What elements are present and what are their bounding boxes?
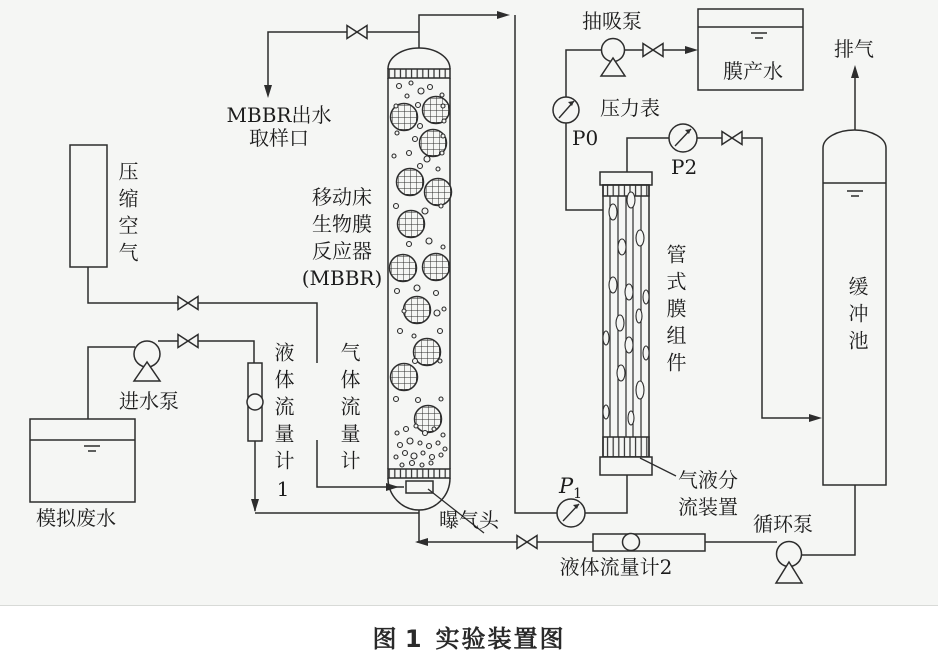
compressed-air-cylinder: [70, 145, 107, 267]
suction-pump-label: 抽吸泵: [582, 9, 642, 33]
gauge-p0-icon: [553, 97, 579, 123]
membrane-feed-downpipe: [515, 15, 557, 513]
compressed-air-label: 压缩空气: [115, 161, 139, 269]
gauge-p0-label: P0: [572, 126, 599, 150]
gauge-p1-label: $P_1$: [559, 474, 583, 502]
figure-title: 实验装置图: [435, 625, 566, 653]
feed-pump-label: 进水泵: [119, 389, 179, 413]
reactor-top-pipe: [419, 15, 506, 48]
valve-product-icon: [643, 44, 663, 57]
mbbr-sampling-label: MBBR出水 取样口: [226, 103, 332, 150]
mbbr-carriers: [390, 97, 452, 433]
sampling-branch-pipe: [268, 32, 419, 88]
liquid-flow-meter-2-icon: [593, 534, 705, 552]
circulation-pump-icon: [776, 542, 802, 584]
valve-air-icon: [178, 297, 198, 310]
gauge-p2-label: P2: [671, 155, 698, 179]
retentate-pipe: [627, 138, 819, 418]
valve-sampling-icon: [347, 26, 367, 39]
buffer-tank-label: 缓冲池: [845, 276, 869, 357]
valve-feed-icon: [178, 335, 198, 348]
arrow-feed-down: [251, 499, 259, 512]
figure-number: 图 1: [372, 625, 422, 653]
arrow-sampling-down: [264, 85, 272, 98]
arrow-top-right: [497, 11, 510, 19]
tubular-membrane-module-label: 管式膜组件: [663, 244, 687, 379]
gas-flow-meter-label: 气体流量计: [337, 342, 361, 477]
arrow-exhaust-up: [851, 65, 859, 78]
liquid-flow-meter-2-label: 液体流量计2: [559, 555, 673, 579]
arrow-recirc-left: [415, 538, 428, 546]
liquid-flow-meter-1-icon: [247, 363, 263, 441]
gauge-p2-icon: [669, 124, 697, 152]
feed-pipe-discharge: [158, 341, 254, 363]
liquid-flow-meter-1-label: 液体流量计1: [271, 342, 295, 508]
figure-caption: [0, 619, 938, 654]
feed-pump-icon: [134, 341, 160, 381]
valve-recirculation-icon: [517, 536, 537, 549]
mbbr-reactor-label: 移动床 生物膜 反应器 (MBBR): [301, 185, 383, 290]
arrow-air-in: [386, 483, 399, 491]
aeration-head-label: 曝气头: [439, 508, 499, 532]
exhaust-label: 排气: [834, 37, 874, 61]
arrow-product-in: [685, 46, 698, 54]
wastewater-tank: [30, 419, 135, 502]
membrane-module: [600, 172, 652, 475]
membrane-feed-pipe: [585, 475, 627, 513]
gauge-p1-icon: [557, 499, 585, 527]
simulated-wastewater-label: 模拟废水: [36, 506, 116, 530]
pressure-gauge-label: 压力表: [600, 96, 660, 120]
circulation-pump-label: 循环泵: [753, 512, 813, 536]
gas-liquid-separator-label: 气液分 流装置: [678, 468, 738, 519]
arrow-buffer-in: [809, 414, 822, 422]
membrane-product-water-label: 膜产水: [723, 59, 783, 83]
suction-pump-icon: [601, 39, 625, 77]
valve-retentate-icon: [722, 132, 742, 145]
